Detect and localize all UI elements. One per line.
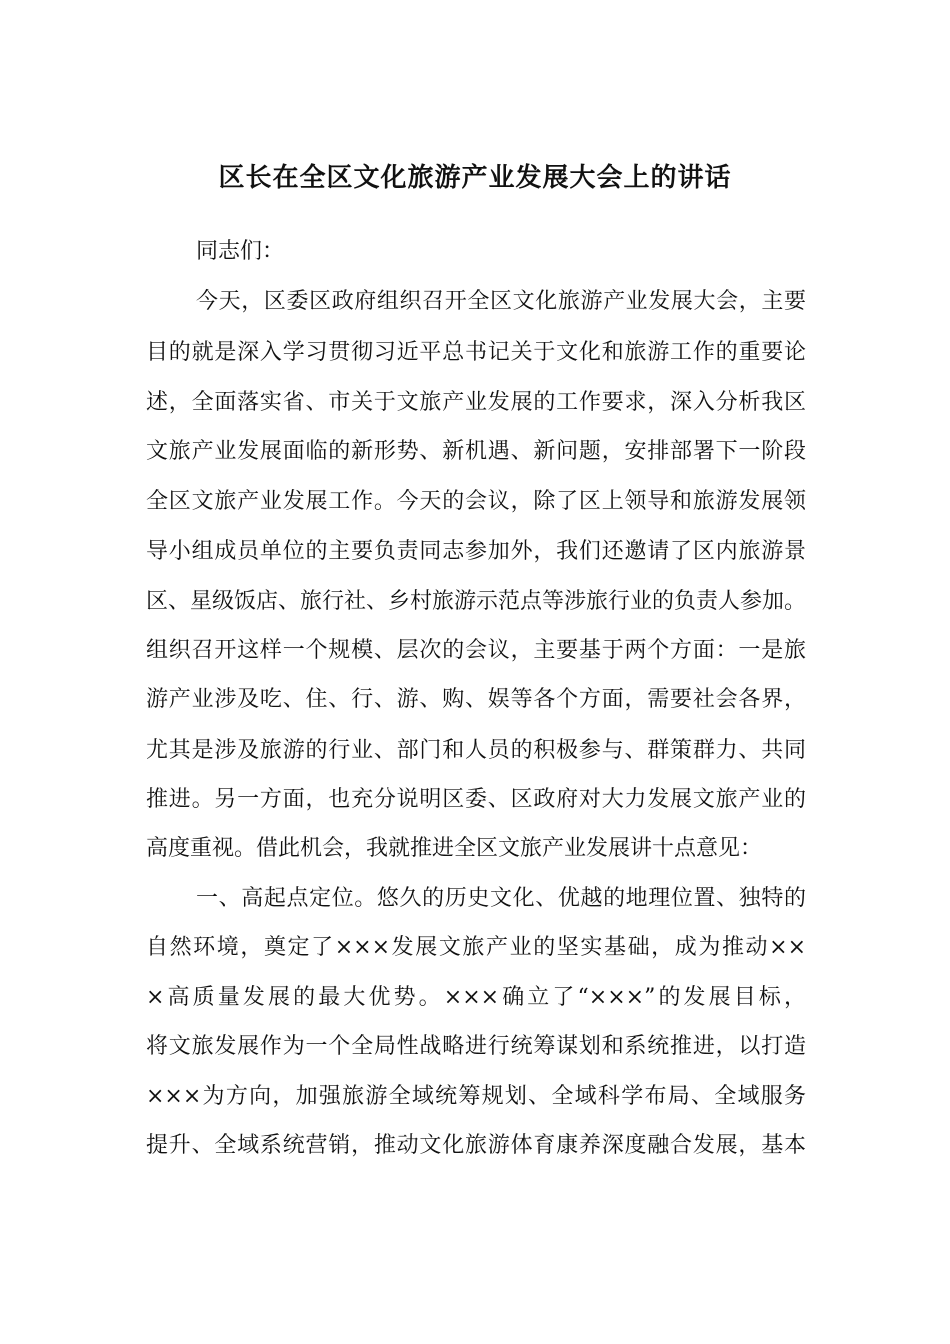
paragraph-line: 今天，区委区政府组织召开全区文化旅游产业发展大会，主要 bbox=[196, 289, 806, 314]
paragraph-line: 将文旅发展作为一个全局性战略进行统筹谋划和系统推进，以打造 bbox=[146, 1034, 806, 1059]
paragraph-line: 提升、全域系统营销，推动文化旅游体育康养深度融合发展，基本 bbox=[146, 1133, 806, 1158]
document-title: 区长在全区文化旅游产业发展大会上的讲话 bbox=[218, 163, 732, 193]
paragraph-line: 游产业涉及吃、住、行、游、购、娱等各个方面，需要社会各界， bbox=[146, 687, 806, 712]
paragraph-line: ×××为方向，加强旅游全域统筹规划、全域科学布局、全域服务 bbox=[146, 1084, 806, 1109]
paragraph-line: 全区文旅产业发展工作。今天的会议，除了区上领导和旅游发展领 bbox=[146, 489, 806, 514]
salutation: 同志们： bbox=[196, 239, 285, 264]
paragraph-line: 文旅产业发展面临的新形势、新机遇、新问题，安排部署下一阶段 bbox=[146, 439, 806, 464]
paragraph-line: 高度重视。借此机会，我就推进全区文旅产业发展讲十点意见： bbox=[146, 836, 763, 861]
paragraph-line: 区、星级饭店、旅行社、乡村旅游示范点等涉旅行业的负责人参加。 bbox=[146, 589, 807, 614]
paragraph-line: 组织召开这样一个规模、层次的会议，主要基于两个方面：一是旅 bbox=[146, 638, 806, 663]
paragraph-line: 述，全面落实省、市关于文旅产业发展的工作要求，深入分析我区 bbox=[146, 390, 806, 415]
paragraph-line: 导小组成员单位的主要负责同志参加外，我们还邀请了区内旅游景 bbox=[146, 539, 806, 564]
paragraph-line: 推进。另一方面，也充分说明区委、区政府对大力发展文旅产业的 bbox=[146, 787, 806, 812]
paragraph-line: 自然环境，奠定了×××发展文旅产业的坚实基础，成为推动×× bbox=[146, 935, 806, 960]
paragraph-line: 目的就是深入学习贯彻习近平总书记关于文化和旅游工作的重要论 bbox=[146, 340, 806, 365]
paragraph-line: 尤其是涉及旅游的行业、部门和人员的积极参与、群策群力、共同 bbox=[146, 738, 806, 763]
paragraph-line: 一、高起点定位。悠久的历史文化、优越的地理位置、独特的 bbox=[196, 886, 806, 911]
paragraph-line: ×高质量发展的最大优势。×××确立了“×××”的发展目标， bbox=[146, 985, 806, 1010]
